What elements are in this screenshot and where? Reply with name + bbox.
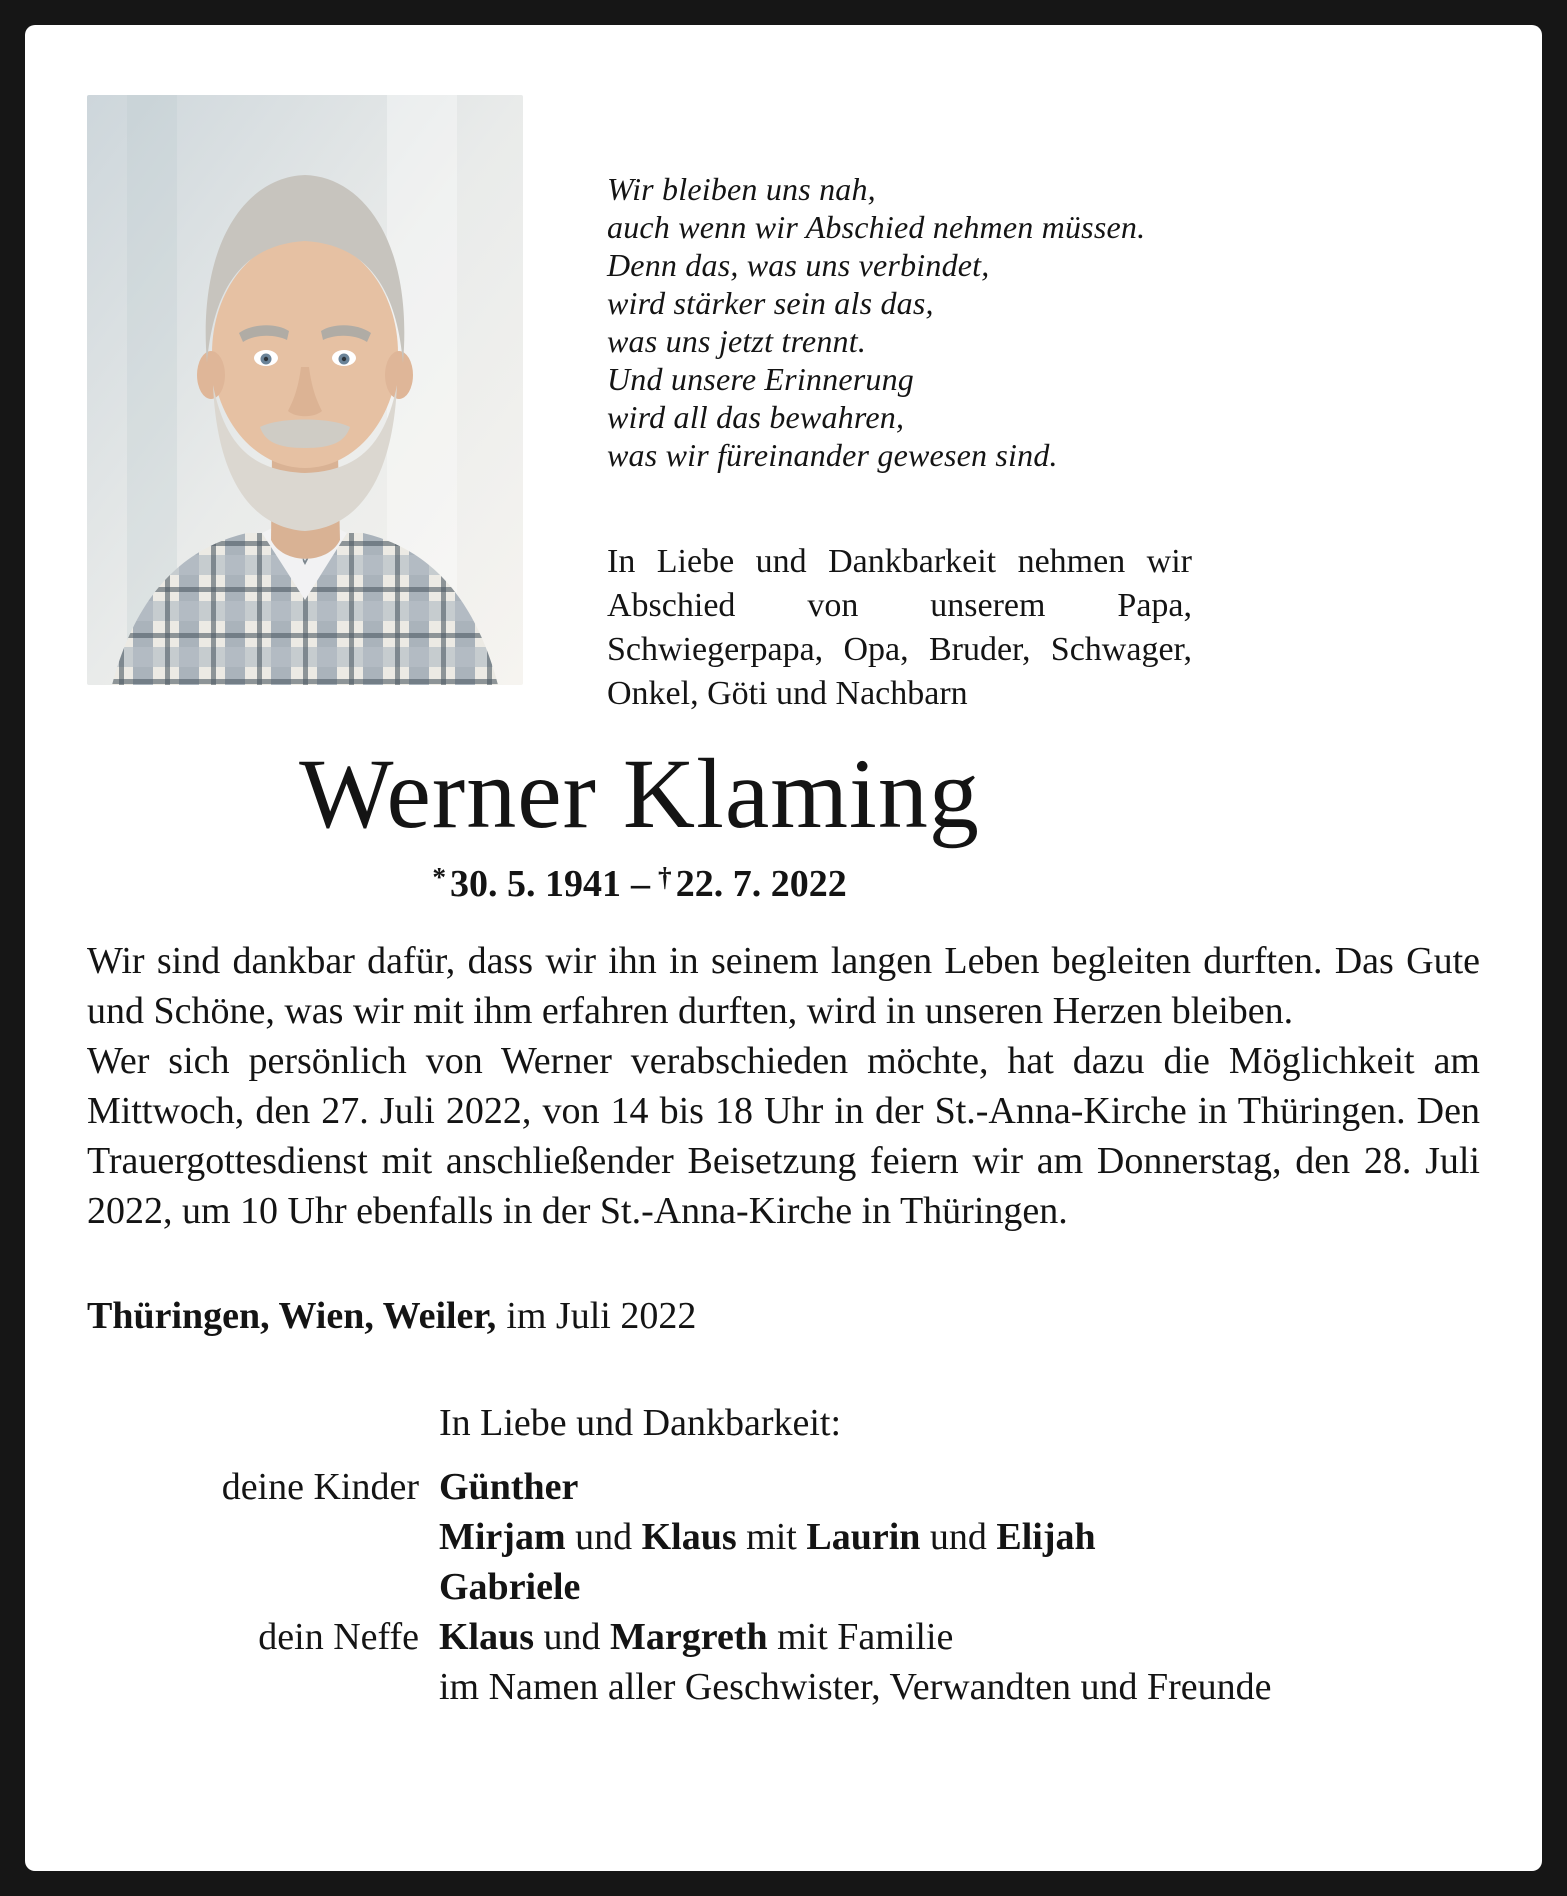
family-row-label xyxy=(87,1512,419,1562)
life-dates xyxy=(87,862,1192,906)
family-name: Laurin xyxy=(806,1516,921,1558)
closing-line: In Liebe und Dankbarkeit: xyxy=(439,1402,842,1444)
service-info-paragraph: Wer sich persönlich von Werner verabschieden möchte, hat dazu die Möglichkeit am Mittwoch, den 27. Juli 2022, von 14 bis 18 Uhr in der St.-Anna-Kirche in Thüringen. Den Trauergottesdienst mit anschließender Beisetzung feiern wir am Donnerstag, den 28. Juli 2022, um 10 Uhr ebenfalls in der St.-Anna-Kirche in Thüringen. xyxy=(87,1040,1480,1232)
dateline-date: im Juli 2022 xyxy=(506,1295,697,1337)
family-row-label xyxy=(87,1662,419,1712)
family-row-names xyxy=(439,1662,1480,1712)
portrait-illustration xyxy=(87,95,523,685)
farewell-intro-text: In Liebe und Dankbarkeit nehmen wir Abschied von unserem Papa, Schwiegerpapa, Opa, Bruder, Schwager, Onkel, Göti und Nachbarn xyxy=(607,543,1192,712)
poem-line: Und unsere Erinnerung xyxy=(607,361,914,397)
family-text: und xyxy=(565,1516,642,1558)
family-text: im Namen aller Geschwister, Verwandten und Freunde xyxy=(439,1666,1272,1708)
death-cross-symbol: † xyxy=(658,862,672,892)
family-name: Klaus xyxy=(439,1616,535,1658)
family-row-label xyxy=(87,1562,419,1612)
name-block xyxy=(87,738,1192,906)
birth-date: 30. 5. 1941 xyxy=(450,863,621,905)
death-date: 22. 7. 2022 xyxy=(675,863,847,905)
family-text: mit Familie xyxy=(767,1616,954,1658)
poem-line: auch wenn wir Abschied nehmen müssen. xyxy=(607,209,1146,245)
family-text: und xyxy=(534,1616,611,1658)
family-row-names xyxy=(439,1562,1480,1612)
family-row-label: deine Kinder xyxy=(221,1466,419,1508)
family-name: Margreth xyxy=(610,1616,768,1658)
tribute-paragraph: Wir sind dankbar dafür, dass wir ihn in seinem langen Leben begleiten durften. Das Gute und Schöne, was wir mit ihm erfahren durften, wird in unseren Herzen bleiben. xyxy=(87,940,1480,1032)
family-text: und xyxy=(920,1516,997,1558)
deceased-name: Werner Klaming xyxy=(299,738,980,849)
family-name: Mirjam xyxy=(439,1516,566,1558)
family-name: Elijah xyxy=(996,1516,1096,1558)
poem-line: was wir füreinander gewesen sind. xyxy=(607,437,1058,473)
family-row-names xyxy=(439,1512,1480,1562)
poem-line: wird all das bewahren, xyxy=(607,399,905,435)
family-name: Klaus xyxy=(641,1516,737,1558)
poem-line: wird stärker sein als das, xyxy=(607,285,934,321)
portrait-photo xyxy=(87,95,523,685)
obituary-card xyxy=(25,25,1542,1871)
family-text: mit xyxy=(736,1516,807,1558)
family-row-names xyxy=(439,1612,1480,1662)
dates-separator: – xyxy=(631,863,650,905)
dateline xyxy=(87,1292,1480,1340)
top-section xyxy=(87,95,1480,716)
family-name: Günther xyxy=(439,1466,579,1508)
poem-line: Denn das, was uns verbindet, xyxy=(607,247,990,283)
birth-star-symbol: * xyxy=(432,862,446,892)
family-row-label: dein Neffe xyxy=(258,1616,419,1658)
family-name: Gabriele xyxy=(439,1566,581,1608)
family-section xyxy=(87,1462,1480,1712)
family-row-names xyxy=(439,1462,1480,1512)
poem-line: Wir bleiben uns nah, xyxy=(607,171,876,207)
poem-line: was uns jetzt trennt. xyxy=(607,323,867,359)
memorial-poem xyxy=(607,170,1192,474)
dateline-places: Thüringen, Wien, Weiler, xyxy=(87,1295,497,1337)
right-column xyxy=(607,95,1192,716)
